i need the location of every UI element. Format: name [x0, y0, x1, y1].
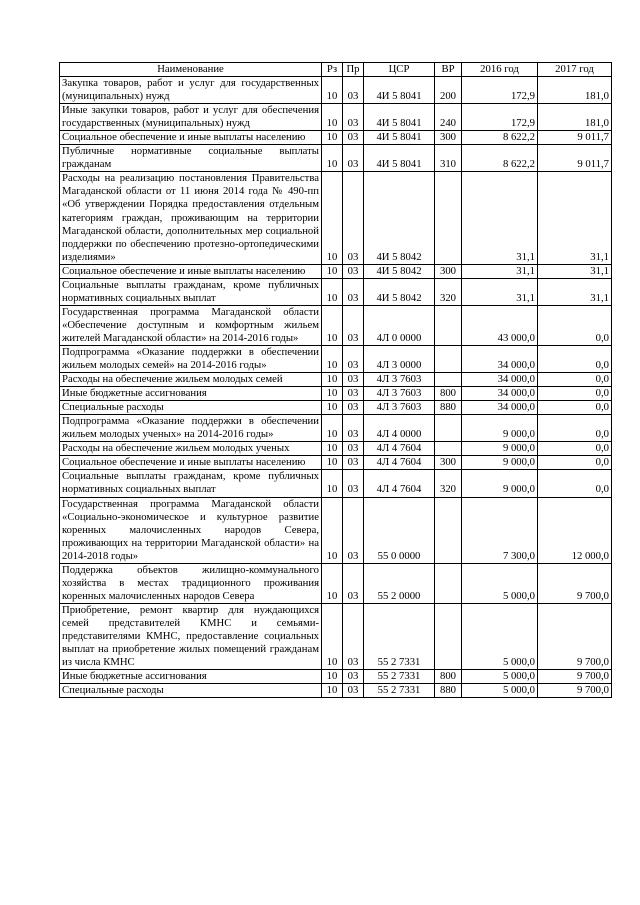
row-2016: 5 000,0 — [462, 684, 538, 698]
row-vr: 880 — [435, 684, 462, 698]
row-csr: 55 0 0000 — [364, 497, 435, 563]
row-csr: 4И 5 8042 — [364, 264, 435, 278]
row-rz: 10 — [322, 563, 343, 603]
table-row — [60, 415, 612, 442]
row-2017: 9 700,0 — [538, 670, 612, 684]
row-vr — [435, 305, 462, 345]
row-2017: 9 700,0 — [538, 563, 612, 603]
row-pr: 03 — [343, 456, 364, 470]
row-2017: 181,0 — [538, 77, 612, 104]
row-2016: 9 000,0 — [462, 442, 538, 456]
row-2016: 5 000,0 — [462, 603, 538, 669]
row-name: Социальные выплаты гражданам, кроме публичных нормативных социальных выплат — [60, 278, 322, 305]
row-vr: 200 — [435, 77, 462, 104]
row-csr: 4Л 0 0000 — [364, 305, 435, 345]
row-2016: 172,9 — [462, 77, 538, 104]
row-rz: 10 — [322, 131, 343, 145]
row-csr: 4Л 3 0000 — [364, 345, 435, 372]
row-pr: 03 — [343, 373, 364, 387]
row-pr: 03 — [343, 497, 364, 563]
row-name: Иные закупки товаров, работ и услуг для обеспечения государственных (муниципальных) нужд — [60, 104, 322, 131]
row-name: Социальные выплаты гражданам, кроме публичных нормативных социальных выплат — [60, 470, 322, 497]
table-row — [60, 131, 612, 145]
row-rz: 10 — [322, 278, 343, 305]
row-2017: 181,0 — [538, 104, 612, 131]
row-2017: 0,0 — [538, 305, 612, 345]
row-2016: 31,1 — [462, 264, 538, 278]
row-vr: 880 — [435, 401, 462, 415]
row-csr: 4Л 4 7604 — [364, 470, 435, 497]
row-pr: 03 — [343, 145, 364, 172]
row-pr: 03 — [343, 442, 364, 456]
table-row — [60, 401, 612, 415]
row-pr: 03 — [343, 670, 364, 684]
row-2016: 9 000,0 — [462, 470, 538, 497]
header-csr: ЦСР — [364, 63, 435, 77]
row-2017: 0,0 — [538, 470, 612, 497]
row-vr — [435, 603, 462, 669]
row-2017: 0,0 — [538, 345, 612, 372]
row-csr: 4И 5 8041 — [364, 77, 435, 104]
table-row — [60, 104, 612, 131]
row-vr — [435, 442, 462, 456]
row-vr — [435, 497, 462, 563]
row-2017: 12 000,0 — [538, 497, 612, 563]
header-vr: ВР — [435, 63, 462, 77]
table-row — [60, 387, 612, 401]
table-row — [60, 305, 612, 345]
row-rz: 10 — [322, 442, 343, 456]
row-csr: 4И 5 8042 — [364, 172, 435, 264]
table-row — [60, 684, 612, 698]
row-pr: 03 — [343, 401, 364, 415]
header-row — [60, 63, 612, 77]
table-row — [60, 670, 612, 684]
row-vr: 320 — [435, 470, 462, 497]
row-2017: 0,0 — [538, 456, 612, 470]
row-rz: 10 — [322, 77, 343, 104]
row-2016: 43 000,0 — [462, 305, 538, 345]
row-2017: 31,1 — [538, 278, 612, 305]
row-2016: 34 000,0 — [462, 387, 538, 401]
row-csr: 55 2 7331 — [364, 670, 435, 684]
row-vr: 310 — [435, 145, 462, 172]
row-vr — [435, 373, 462, 387]
row-vr: 300 — [435, 456, 462, 470]
header-2017: 2017 год — [538, 63, 612, 77]
row-name: Специальные расходы — [60, 684, 322, 698]
row-vr — [435, 563, 462, 603]
row-csr: 55 2 7331 — [364, 603, 435, 669]
row-csr: 4Л 3 7603 — [364, 373, 435, 387]
table-row — [60, 442, 612, 456]
row-2016: 31,1 — [462, 278, 538, 305]
row-name: Иные бюджетные ассигнования — [60, 387, 322, 401]
row-csr: 4И 5 8041 — [364, 131, 435, 145]
row-rz: 10 — [322, 373, 343, 387]
table-row — [60, 603, 612, 669]
row-name: Социальное обеспечение и иные выплаты населению — [60, 131, 322, 145]
header-rz: Рз — [322, 63, 343, 77]
row-pr: 03 — [343, 563, 364, 603]
row-csr: 4Л 4 7604 — [364, 456, 435, 470]
row-rz: 10 — [322, 415, 343, 442]
row-name: Публичные нормативные социальные выплаты гражданам — [60, 145, 322, 172]
row-2017: 0,0 — [538, 387, 612, 401]
row-rz: 10 — [322, 684, 343, 698]
row-name: Расходы на обеспечение жильем молодых ученых — [60, 442, 322, 456]
row-name: Социальное обеспечение и иные выплаты населению — [60, 456, 322, 470]
row-rz: 10 — [322, 172, 343, 264]
row-csr: 4И 5 8041 — [364, 104, 435, 131]
row-2017: 31,1 — [538, 264, 612, 278]
table-row — [60, 345, 612, 372]
row-pr: 03 — [343, 131, 364, 145]
row-name: Подпрограмма «Оказание поддержки в обеспечении жильем молодых семей» на 2014-2016 годы» — [60, 345, 322, 372]
row-rz: 10 — [322, 145, 343, 172]
row-rz: 10 — [322, 401, 343, 415]
row-2016: 31,1 — [462, 172, 538, 264]
header-pr: Пр — [343, 63, 364, 77]
row-vr: 240 — [435, 104, 462, 131]
row-pr: 03 — [343, 172, 364, 264]
row-rz: 10 — [322, 470, 343, 497]
row-pr: 03 — [343, 470, 364, 497]
row-2016: 172,9 — [462, 104, 538, 131]
row-pr: 03 — [343, 278, 364, 305]
row-2016: 34 000,0 — [462, 401, 538, 415]
row-name: Государственная программа Магаданской области «Социально-экономическое и культурное развитие коренных малочисленных народов Севера, проживающих на территории Магаданской области» на 2014-2018 годы» — [60, 497, 322, 563]
row-2017: 9 011,7 — [538, 131, 612, 145]
row-2016: 7 300,0 — [462, 497, 538, 563]
table-row — [60, 373, 612, 387]
row-pr: 03 — [343, 603, 364, 669]
table-row — [60, 563, 612, 603]
table-row — [60, 497, 612, 563]
row-pr: 03 — [343, 305, 364, 345]
table-body — [60, 77, 612, 698]
row-2016: 5 000,0 — [462, 563, 538, 603]
row-name: Социальное обеспечение и иные выплаты населению — [60, 264, 322, 278]
row-csr: 4Л 3 7603 — [364, 387, 435, 401]
budget-table — [59, 62, 612, 698]
table-row — [60, 278, 612, 305]
row-name: Иные бюджетные ассигнования — [60, 670, 322, 684]
row-name: Поддержка объектов жилищно-коммунального хозяйства в местах традиционного проживания коренных малочисленных народов Севера — [60, 563, 322, 603]
row-2017: 9 700,0 — [538, 684, 612, 698]
row-rz: 10 — [322, 497, 343, 563]
row-csr: 4Л 4 0000 — [364, 415, 435, 442]
row-2017: 0,0 — [538, 415, 612, 442]
row-pr: 03 — [343, 77, 364, 104]
row-2016: 8 622,2 — [462, 145, 538, 172]
header-2016: 2016 год — [462, 63, 538, 77]
row-rz: 10 — [322, 603, 343, 669]
table-row — [60, 172, 612, 264]
row-rz: 10 — [322, 264, 343, 278]
row-pr: 03 — [343, 264, 364, 278]
row-2017: 9 011,7 — [538, 145, 612, 172]
row-vr: 320 — [435, 278, 462, 305]
row-vr: 800 — [435, 670, 462, 684]
row-pr: 03 — [343, 684, 364, 698]
row-name: Расходы на обеспечение жильем молодых семей — [60, 373, 322, 387]
row-2016: 34 000,0 — [462, 373, 538, 387]
table-row — [60, 77, 612, 104]
row-vr: 800 — [435, 387, 462, 401]
row-pr: 03 — [343, 415, 364, 442]
row-vr: 300 — [435, 264, 462, 278]
row-2016: 8 622,2 — [462, 131, 538, 145]
row-csr: 4И 5 8042 — [364, 278, 435, 305]
row-csr: 4И 5 8041 — [364, 145, 435, 172]
row-rz: 10 — [322, 670, 343, 684]
row-rz: 10 — [322, 104, 343, 131]
row-name: Подпрограмма «Оказание поддержки в обеспечении жильем молодых ученых» на 2014-2016 годы» — [60, 415, 322, 442]
row-vr: 300 — [435, 131, 462, 145]
table-row — [60, 264, 612, 278]
row-csr: 4Л 4 7604 — [364, 442, 435, 456]
row-rz: 10 — [322, 345, 343, 372]
row-vr — [435, 172, 462, 264]
row-rz: 10 — [322, 305, 343, 345]
row-2016: 9 000,0 — [462, 415, 538, 442]
row-name: Закупка товаров, работ и услуг для государственных (муниципальных) нужд — [60, 77, 322, 104]
row-2017: 9 700,0 — [538, 603, 612, 669]
row-2017: 0,0 — [538, 373, 612, 387]
row-csr: 4Л 3 7603 — [364, 401, 435, 415]
row-vr — [435, 345, 462, 372]
row-2016: 34 000,0 — [462, 345, 538, 372]
row-name: Расходы на реализацию постановления Правительства Магаданской области от 11 июня 2014 года № 490-пп «Об утверждении Порядка предоставления отдельным категориям граждан, проживающим на территории Магаданской области, дополнительных мер социальной поддержки по обеспечению протезно-ортопедическими изделиями» — [60, 172, 322, 264]
row-csr: 55 2 7331 — [364, 684, 435, 698]
row-pr: 03 — [343, 387, 364, 401]
table-row — [60, 145, 612, 172]
row-name: Государственная программа Магаданской области «Обеспечение доступным и комфортным жильем жителей Магаданской области» на 2014-2016 годы» — [60, 305, 322, 345]
row-vr — [435, 415, 462, 442]
table-row — [60, 470, 612, 497]
header-name: Наименование — [60, 63, 322, 77]
row-pr: 03 — [343, 104, 364, 131]
row-2017: 31,1 — [538, 172, 612, 264]
row-2016: 9 000,0 — [462, 456, 538, 470]
row-rz: 10 — [322, 456, 343, 470]
row-rz: 10 — [322, 387, 343, 401]
row-name: Приобретение, ремонт квартир для нуждающихся семей представителей КМНС и семьями-представителями КМНС, предоставление социальных выплат на приобретение жилых помещений гражданам из числа КМНС — [60, 603, 322, 669]
row-pr: 03 — [343, 345, 364, 372]
table-header — [60, 63, 612, 77]
row-2017: 0,0 — [538, 442, 612, 456]
row-name: Специальные расходы — [60, 401, 322, 415]
row-2016: 5 000,0 — [462, 670, 538, 684]
row-csr: 55 2 0000 — [364, 563, 435, 603]
table-row — [60, 456, 612, 470]
row-2017: 0,0 — [538, 401, 612, 415]
